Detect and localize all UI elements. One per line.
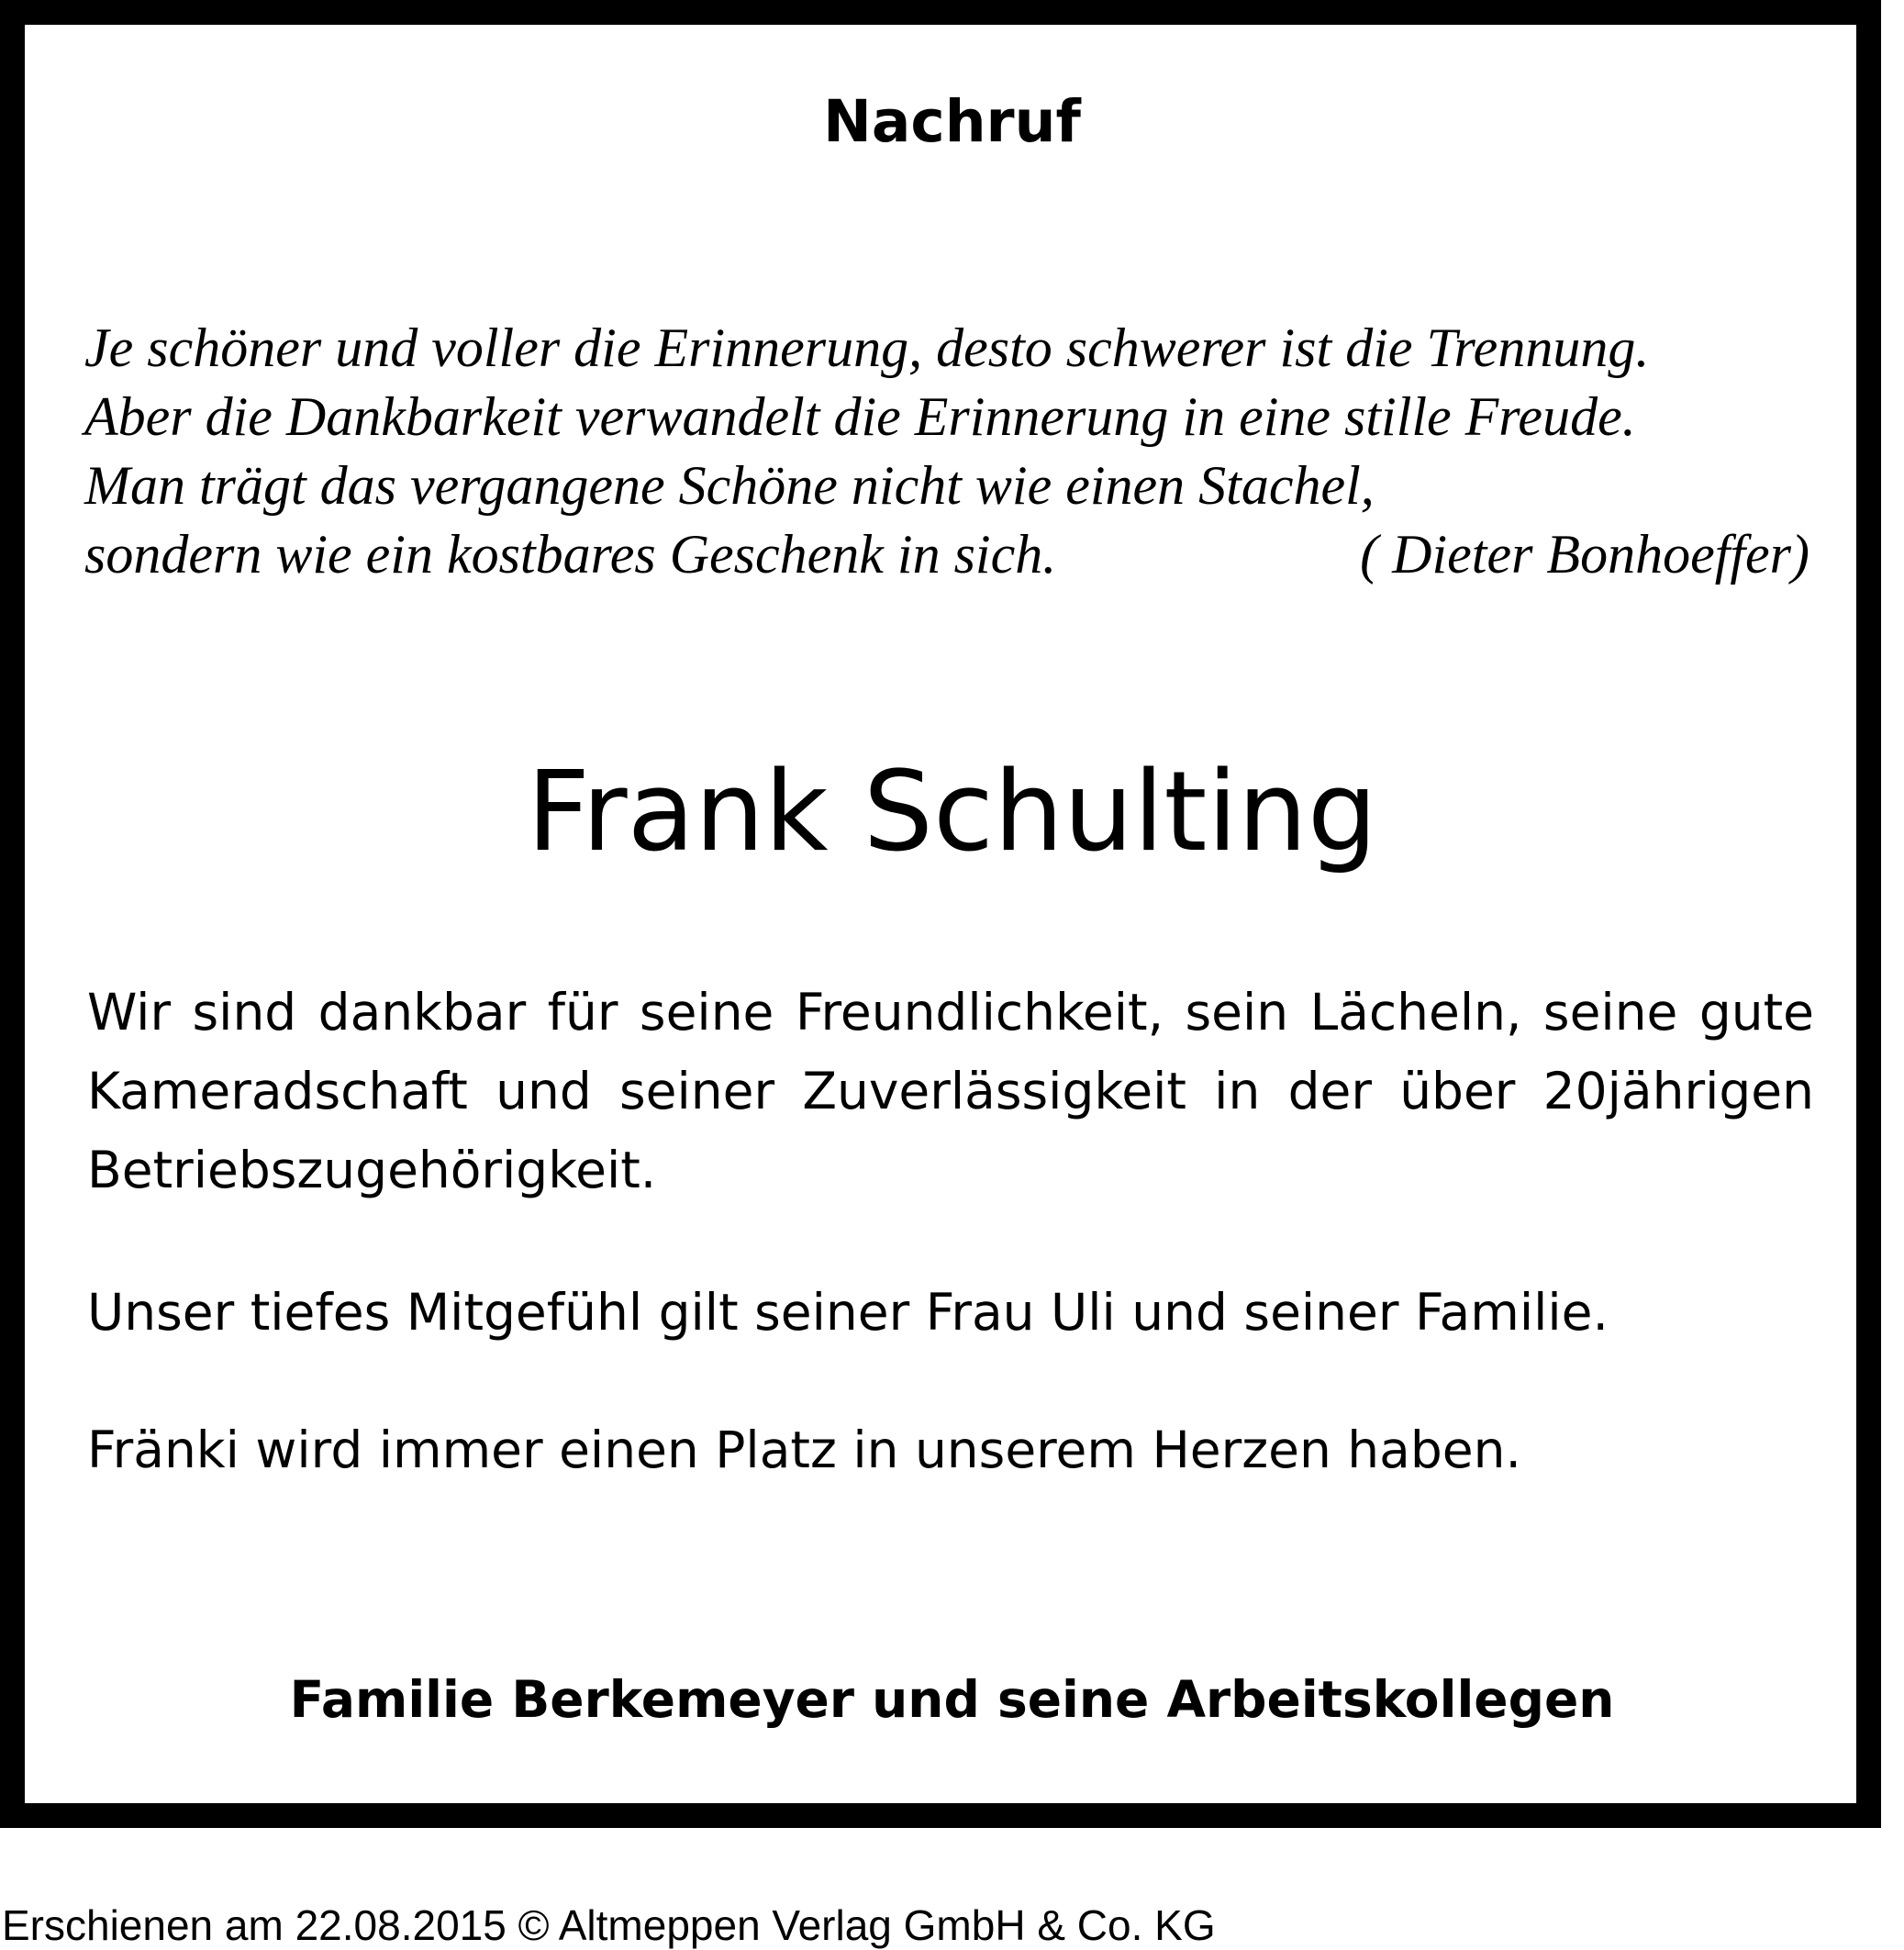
quote-line: sondern wie ein kostbares Geschenk in sich. [84, 524, 1057, 585]
publication-footer: Erschienen am 22.08.2015 © Altmeppen Verlag GmbH & Co. KG [2, 1901, 1216, 1949]
quote-attribution: ( Dieter Bonhoeffer) [1360, 524, 1809, 585]
signature: Familie Berkemeyer und seine Arbeitskollegen [289, 1670, 1615, 1729]
condolence-paragraph: Unser tiefes Mitgefühl gilt seiner Frau Uli und seiner Familie. [87, 1283, 1609, 1342]
quote-line: Aber die Dankbarkeit verwandelt die Erinnerung in eine stille Freude. [84, 386, 1636, 447]
gratitude-paragraph: Wir sind dankbar für seine Freundlichkeit, sein Lächeln, seine gute Kameradschaft und seiner Zuverlässigkeit in der über 20jährigen Betriebszugehörigkeit. [87, 983, 1814, 1199]
bonhoeffer-quote [84, 314, 1809, 589]
quote-last-line [84, 520, 1809, 589]
remembrance-paragraph: Fränki wird immer einen Platz in unserem Herzen haben. [87, 1421, 1521, 1479]
quote-line: Je schöner und voller die Erinnerung, desto schwerer ist die Trennung. [84, 318, 1650, 378]
deceased-name: Frank Schulting [526, 749, 1378, 876]
quote-line: Man trägt das vergangene Schöne nicht wie einen Stachel, [84, 455, 1375, 516]
notice-title: Nachruf [823, 88, 1081, 155]
